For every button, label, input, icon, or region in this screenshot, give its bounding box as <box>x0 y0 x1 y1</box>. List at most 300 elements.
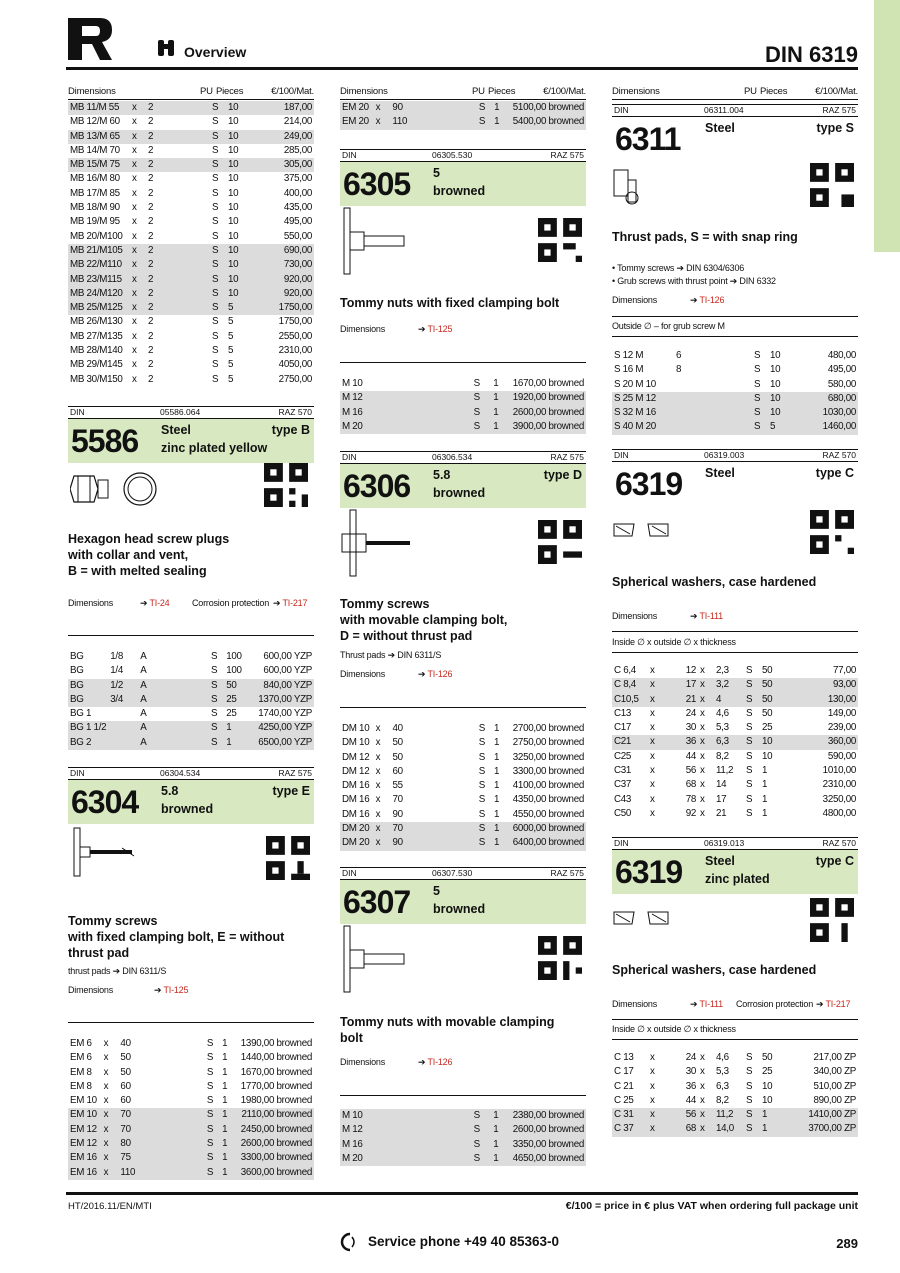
table-cell: C 17 <box>614 1066 634 1078</box>
table-cell: S <box>210 708 218 720</box>
table-cell: 2310,00 <box>278 345 312 357</box>
table-cell: S <box>209 693 224 707</box>
table-cell: 1 <box>491 420 511 434</box>
table-cell: S <box>212 216 219 228</box>
table-cell: 1770,00 browned <box>240 1080 312 1092</box>
table-cell: 12 <box>685 665 696 676</box>
table-cell: 10 <box>226 258 260 272</box>
table-row <box>68 650 314 664</box>
table-cell: S <box>752 392 768 406</box>
table-cell: 10 <box>226 158 260 172</box>
table-cell: 5400,00 browned <box>511 115 586 129</box>
table-cell: S <box>477 115 492 129</box>
table-cell: MB 18/M 90 <box>70 202 120 214</box>
product-title: Tommy nuts with movable clamping bolt <box>340 1015 555 1045</box>
table-cell: 30 <box>685 1066 696 1078</box>
qr-code[interactable] <box>264 463 308 507</box>
table-cell: EM 8 <box>70 1066 92 1078</box>
table-cell: S <box>472 420 492 434</box>
table-cell: S <box>210 158 226 172</box>
table-cell: 1390,00 browned <box>240 1038 312 1049</box>
table-cell: 5 <box>228 373 234 385</box>
table-cell: x <box>130 158 146 172</box>
table-cell: 50 <box>120 1066 131 1078</box>
table-cell: 435,00 <box>283 202 312 214</box>
table-cell: 10 <box>760 735 794 749</box>
table-cell: S <box>746 1052 753 1063</box>
table-cell: 10 <box>228 230 239 242</box>
table-row <box>68 1151 314 1165</box>
product-header: DIN 05586.064 RAZ 570 <box>70 407 312 417</box>
table-cell: x <box>700 1052 705 1063</box>
table-cell: 1 <box>491 1152 511 1166</box>
table-cell: EM 12 <box>68 1137 102 1151</box>
table-row <box>68 115 314 129</box>
table-cell: S 20 M 10 <box>614 378 656 390</box>
table-cell: EM 20 <box>340 101 374 115</box>
table-cell: S <box>205 1123 220 1137</box>
table-cell: x <box>132 359 137 371</box>
table-cell: S <box>212 359 219 371</box>
table-cell: 11,2 <box>714 1108 744 1122</box>
table-cell: 10 <box>768 406 812 420</box>
table-cell: 2600,00 browned <box>239 1137 314 1151</box>
table-cell: 2 <box>148 116 154 128</box>
table-cell: C37 <box>614 779 632 791</box>
table-cell: M 20 <box>340 1152 472 1166</box>
table-cell: 2380,00 browned <box>511 1109 586 1123</box>
table-cell: MB 11/M 55 <box>68 101 130 115</box>
table-cell: 70 <box>118 1123 204 1137</box>
table-row <box>340 836 586 850</box>
table-cell <box>674 406 752 420</box>
table-cell: 8,2 <box>716 1094 729 1106</box>
table-row <box>340 1138 586 1152</box>
table-row <box>68 101 314 115</box>
table-cell: x <box>650 707 655 719</box>
table-cell: 2600,00 browned <box>511 1123 586 1137</box>
table-cell: DM 12 <box>342 765 370 777</box>
table-cell: 2,3 <box>716 665 729 676</box>
table-cell: x <box>132 116 137 128</box>
table-cell: 5 <box>228 330 234 342</box>
table-cell: BG 1 <box>70 708 92 720</box>
table-cell: 80 <box>118 1137 204 1151</box>
table-cell: S 12 M <box>614 350 644 361</box>
table-cell: S <box>478 765 485 777</box>
product-6304: DIN 06304.534 RAZ 575 6304 5.8 type E browned <box>68 767 314 824</box>
table-cell: 1 <box>222 1052 228 1064</box>
table-cell: 50 <box>762 665 773 676</box>
table-cell: A <box>138 693 209 707</box>
table-cell: x <box>103 1038 109 1049</box>
table-cell: 600,00 YZP <box>263 651 312 662</box>
table-cell: x <box>132 330 137 342</box>
table-cell: 400,00 <box>283 187 312 199</box>
table-cell: x <box>375 751 381 763</box>
table-cell: 1 <box>220 1166 239 1180</box>
table-cell: 680,00 <box>812 392 858 406</box>
table-cell: 1740,00 YZP <box>258 708 312 720</box>
table-cell: 77,00 <box>832 665 856 676</box>
table-cell: 6,3 <box>716 1080 729 1092</box>
table-cell: S 40 M 20 <box>612 420 674 434</box>
table-cell: S <box>212 345 219 357</box>
table-cell: 2 <box>148 187 154 199</box>
table-cell: 50 <box>120 1052 131 1064</box>
table-cell: S 25 M 12 <box>612 392 674 406</box>
table-cell: MB 29/M145 <box>70 359 123 371</box>
table-cell: 1750,00 <box>278 316 312 328</box>
table-cell: S <box>746 779 753 791</box>
table-row <box>612 420 858 434</box>
table-cell: S <box>206 1095 214 1107</box>
table-row <box>612 1051 858 1065</box>
table-cell: x <box>132 173 137 185</box>
table-cell: 3250,00 browned <box>512 751 584 763</box>
table-cell: S <box>744 735 760 749</box>
table-cell: 25 <box>226 708 237 720</box>
table-cell: A <box>140 708 147 720</box>
table-cell: x <box>102 1108 119 1122</box>
table-cell: 1030,00 <box>812 406 858 420</box>
table-cell: x <box>700 750 705 762</box>
spherical-washer-drawing <box>612 908 670 926</box>
table-cell: S <box>472 1123 492 1137</box>
table-cell: S <box>212 116 219 128</box>
table-cell: 2600,00 browned <box>511 406 586 420</box>
table-cell: MB 25/M125 <box>68 301 130 315</box>
dimension-ref: Dimensions ➔ TI-111 Corrosion protection ➔ TI-217 <box>612 999 851 1009</box>
table-cell: MB 28/M140 <box>70 345 123 357</box>
table-cell: S <box>752 406 768 420</box>
table-row <box>68 1051 314 1065</box>
table-cell: 2 <box>148 173 154 185</box>
din-number: 6305 <box>343 166 411 202</box>
table-row <box>68 1037 314 1051</box>
table-cell: x <box>103 1066 109 1078</box>
column-1 <box>68 86 314 387</box>
qr-code[interactable] <box>538 218 582 262</box>
table-row <box>612 1065 858 1079</box>
table-cell: 14 <box>716 779 727 791</box>
table-cell: EM 16 <box>68 1151 102 1165</box>
table-row <box>612 378 858 392</box>
table-cell: x <box>700 765 705 777</box>
table-cell: 4550,00 browned <box>512 808 584 820</box>
table-cell: S <box>472 391 492 405</box>
table-cell: 50 <box>762 1052 773 1063</box>
table-cell: x <box>650 793 655 805</box>
table-row <box>612 1108 858 1122</box>
table-cell: S <box>212 230 219 242</box>
table-cell: EM 20 <box>340 115 374 129</box>
table-cell: x <box>650 1080 655 1092</box>
table-cell: 890,00 ZP <box>813 1094 856 1106</box>
table-row <box>68 273 314 287</box>
table-cell: 2 <box>148 373 154 385</box>
table-cell: S <box>210 287 226 301</box>
table-cell: x <box>130 101 146 115</box>
table-cell: 1/4 <box>110 665 124 677</box>
table-cell: 2 <box>146 301 210 315</box>
mb-table <box>68 101 314 387</box>
table-cell: DM 10 <box>342 723 370 734</box>
table-row <box>68 172 314 186</box>
table-cell <box>674 392 752 406</box>
table-cell: 1670,00 browned <box>512 378 584 389</box>
table-cell: 10 <box>768 392 812 406</box>
table-cell: 70 <box>118 1108 204 1122</box>
table-cell: 2 <box>148 230 154 242</box>
table-cell: MB 14/M 70 <box>70 144 120 156</box>
dimension-ref: Dimensions ➔ TI-125 <box>340 324 453 334</box>
table-cell: x <box>374 101 391 115</box>
table-row <box>340 406 586 420</box>
table-cell: 5 <box>226 301 260 315</box>
table-cell: 1 <box>493 378 499 389</box>
table-cell: S <box>212 316 219 328</box>
table-cell: 50 <box>760 693 794 707</box>
table-cell: 495,00 <box>283 216 312 228</box>
table-cell: 1 <box>762 779 768 791</box>
table-row <box>612 1080 858 1094</box>
table-cell: S <box>472 1109 492 1123</box>
table-cell: C31 <box>614 765 632 777</box>
table-cell: 1 <box>491 1123 511 1137</box>
table-row <box>68 215 314 229</box>
table-row <box>612 721 858 735</box>
table-cell: x <box>650 807 655 819</box>
table-cell: 2 <box>148 330 154 342</box>
table-cell: S <box>478 737 485 749</box>
table-cell: S <box>210 651 218 662</box>
em-table <box>68 1037 314 1180</box>
din-number: 6306 <box>343 468 411 504</box>
table-cell <box>108 707 138 721</box>
table-cell: 2 <box>146 287 210 301</box>
table-cell: 24 <box>685 1052 696 1063</box>
table-cell: 1670,00 browned <box>240 1066 312 1078</box>
table-cell: x <box>102 1151 119 1165</box>
table-cell: C 21 <box>614 1080 634 1092</box>
table-cell: 2 <box>148 359 154 371</box>
table-cell: 1440,00 browned <box>240 1052 312 1064</box>
table-row <box>612 693 858 707</box>
table-cell: C10,5 <box>612 693 648 707</box>
table-cell: x <box>698 693 714 707</box>
table-cell: S <box>205 1137 220 1151</box>
table-cell: 14,0 <box>714 1122 744 1136</box>
table-cell: C 13 <box>614 1052 634 1063</box>
service-phone[interactable]: Service phone +49 40 85363-0 <box>368 1234 559 1249</box>
table-cell: 50 <box>760 678 794 692</box>
table-cell: x <box>698 1122 714 1136</box>
table-cell: 110 <box>118 1166 204 1180</box>
table-cell: 4250,00 YZP <box>256 721 314 735</box>
table-cell: 239,00 <box>827 722 856 734</box>
table-cell: 1 <box>494 723 500 734</box>
table-cell: 3600,00 browned <box>239 1166 314 1180</box>
table-cell: 25 <box>762 722 773 734</box>
bg-table <box>68 650 314 750</box>
qr-code[interactable] <box>810 510 854 554</box>
table-row <box>68 315 314 329</box>
table-cell: 5 <box>228 359 234 371</box>
table-cell: S <box>754 364 761 376</box>
table-cell: S <box>473 378 480 389</box>
table-cell: x <box>700 1080 705 1092</box>
table-cell: S <box>746 1080 753 1092</box>
dimension-ref: Dimensions ➔ TI-24 Corrosion protection ➔ TI-217 <box>68 598 308 608</box>
table-cell: 78 <box>685 793 696 805</box>
table-row <box>68 1094 314 1108</box>
table-cell: EM 10 <box>68 1108 102 1122</box>
table-cell: 5,3 <box>716 1066 729 1078</box>
table-cell: C17 <box>614 722 632 734</box>
table-cell: C50 <box>614 807 632 819</box>
table-cell: MB 30/M150 <box>70 373 123 385</box>
table-cell: S <box>746 793 753 805</box>
table-row <box>340 808 586 822</box>
qr-code[interactable] <box>538 936 582 980</box>
table-cell: S <box>209 736 224 750</box>
table-cell: 93,00 <box>794 678 858 692</box>
table-cell: 92 <box>685 807 696 819</box>
table-cell: 2 <box>146 258 210 272</box>
table-row <box>68 201 314 215</box>
table-row <box>340 115 586 129</box>
table-cell: x <box>375 765 381 777</box>
table-cell: 1 <box>762 807 768 819</box>
table-cell: x <box>375 737 381 749</box>
table-cell: S <box>752 420 768 434</box>
table-cell: 1460,00 <box>812 420 858 434</box>
s-table <box>612 349 858 435</box>
table-cell: 3700,00 ZP <box>794 1122 858 1136</box>
table-cell: 1 <box>492 822 511 836</box>
table-cell: 68 <box>666 1122 698 1136</box>
table-cell: S <box>206 1052 214 1064</box>
table-cell: DM 12 <box>342 751 370 763</box>
table-row <box>340 736 586 750</box>
table-row <box>340 420 586 434</box>
m-table <box>340 1109 586 1166</box>
table-cell: 2 <box>148 345 154 357</box>
binoculars-icon <box>156 38 180 58</box>
table-cell: 1 <box>220 1151 239 1165</box>
dimension-ref: Dimensions ➔ TI-126 <box>340 1057 453 1067</box>
table-cell: x <box>698 1108 714 1122</box>
table-row <box>68 1123 314 1137</box>
table-cell: 305,00 <box>260 158 314 172</box>
table-cell: 6500,00 YZP <box>256 736 314 750</box>
product-title: Spherical washers, case hardened <box>612 963 817 977</box>
table-cell: 1 <box>224 721 256 735</box>
table-cell: x <box>130 130 146 144</box>
qr-code[interactable] <box>810 898 854 942</box>
bottom-rule <box>66 1192 858 1195</box>
table-cell: x <box>374 115 391 129</box>
qr-code[interactable] <box>538 520 582 564</box>
table-cell: S 16 M <box>614 364 644 376</box>
table-cell: S <box>206 1066 214 1078</box>
qr-code[interactable] <box>266 836 310 880</box>
table-cell: 1 <box>222 1095 228 1107</box>
table-cell: x <box>102 1166 119 1180</box>
dimension-ref: Dimensions ➔ TI-126 <box>612 295 725 305</box>
table-row <box>68 1137 314 1151</box>
table-cell: 25 <box>762 1066 773 1078</box>
table-cell: 30 <box>685 722 696 734</box>
table-cell: S <box>744 1122 760 1136</box>
table-cell: C 31 <box>612 1108 648 1122</box>
table-cell: 510,00 ZP <box>813 1080 856 1092</box>
table-cell: 2 <box>146 158 210 172</box>
table-cell: 600,00 YZP <box>263 665 312 677</box>
table-cell: x <box>700 1094 705 1106</box>
table-cell: 2550,00 <box>278 330 312 342</box>
table-cell: 1/2 <box>108 679 138 693</box>
table-cell: 550,00 <box>283 230 312 242</box>
table-cell: 1370,00 YZP <box>256 693 314 707</box>
table-cell: 10 <box>762 1080 773 1092</box>
table-cell: x <box>374 822 391 836</box>
table-cell: M 12 <box>340 1123 472 1137</box>
table-cell: 60 <box>392 765 403 777</box>
table-cell: C43 <box>614 793 632 805</box>
table-cell: S <box>205 1151 220 1165</box>
product-6306: DIN 06306.534 RAZ 575 6306 5.8 type D browned <box>340 451 586 508</box>
thrust-pad-drawing <box>612 168 642 208</box>
table-cell: S <box>754 378 761 390</box>
table-cell: 90 <box>390 101 476 115</box>
table-row <box>68 736 314 750</box>
table-cell: C 25 <box>614 1094 634 1106</box>
table-row <box>68 664 314 678</box>
table-cell: x <box>103 1052 109 1064</box>
m-table <box>340 377 586 434</box>
dimension-ref: Dimensions ➔ TI-111 <box>612 611 723 621</box>
table-cell: 1 <box>220 1108 239 1122</box>
table-cell: BG <box>68 693 108 707</box>
table-cell: 50 <box>762 707 773 719</box>
table-cell: S <box>210 244 226 258</box>
table-cell <box>674 378 752 392</box>
qr-code[interactable] <box>810 163 854 207</box>
table-cell: 2750,00 browned <box>512 737 584 749</box>
phone-icon <box>340 1232 362 1252</box>
table-cell: x <box>648 678 666 692</box>
table-cell: S <box>746 765 753 777</box>
table-cell: M 20 <box>340 420 472 434</box>
table-cell: BG 2 <box>68 736 108 750</box>
table-cell: 10 <box>226 273 260 287</box>
table-cell: 3300,00 browned <box>239 1151 314 1165</box>
table-cell: MB 21/M105 <box>68 244 130 258</box>
table-row <box>612 707 858 721</box>
din-number: 6304 <box>71 784 139 820</box>
table-cell: 1 <box>492 101 511 115</box>
table-cell: x <box>650 779 655 791</box>
table-cell: 1 <box>762 793 768 805</box>
table-row <box>612 750 858 764</box>
table-row <box>68 358 314 372</box>
table-row <box>612 406 858 420</box>
table-cell: 730,00 <box>260 258 314 272</box>
table-cell: 40 <box>392 723 403 734</box>
table-cell: 2 <box>148 216 154 228</box>
